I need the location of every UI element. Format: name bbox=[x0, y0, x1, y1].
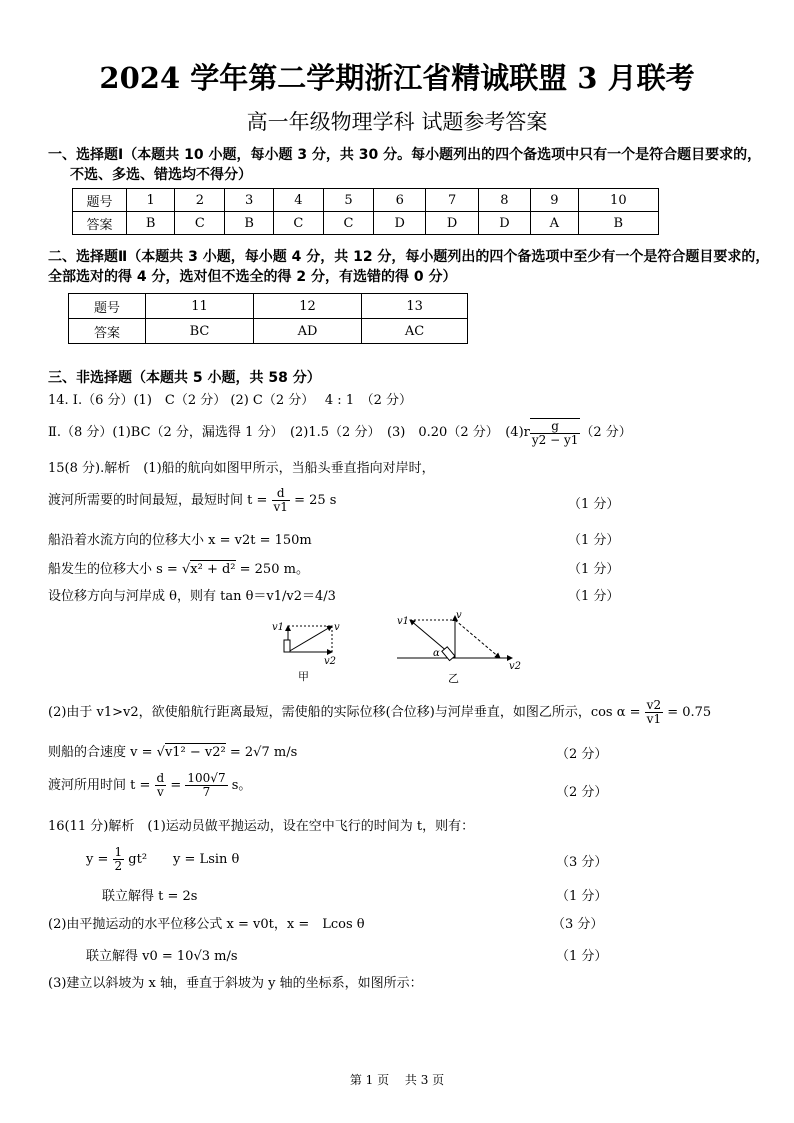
frac-den: 7 bbox=[202, 785, 211, 799]
table-cell: C bbox=[323, 212, 373, 235]
score: （2 分） bbox=[580, 425, 632, 440]
table-cell: 7 bbox=[426, 189, 478, 212]
table-label: 题号 bbox=[69, 294, 146, 319]
text: = 25 s bbox=[294, 493, 337, 508]
text: gt² y = Lsin θ bbox=[128, 852, 240, 867]
section2-heading: 二、选择题Ⅱ（本题共 3 小题，每小题 4 分，共 12 分，每小题列出的四个备选项中至少有一个是符合题目要求的， bbox=[48, 249, 770, 265]
table-cell: 4 bbox=[273, 189, 323, 212]
table-cell: 2 bbox=[175, 189, 225, 212]
table-label: 答案 bbox=[69, 319, 146, 344]
table-cell: AD bbox=[253, 319, 361, 344]
score: （1 分） bbox=[568, 533, 620, 548]
label-v2: v2 bbox=[324, 656, 337, 667]
table-cell: 13 bbox=[362, 294, 468, 319]
vector-v bbox=[288, 626, 332, 652]
frac-den: y2 − y1 bbox=[531, 433, 579, 447]
label-v2: v2 bbox=[509, 661, 522, 672]
page-subtitle: 高一年级物理学科 试题参考答案 bbox=[246, 110, 548, 134]
q16-line4: 联立解得 v0 = 10√3 m/s bbox=[86, 949, 238, 964]
table-cell: 10 bbox=[578, 189, 658, 212]
score: （2 分） bbox=[556, 785, 608, 800]
q14-part1: 14. Ⅰ.（6 分）(1) C（2 分） (2) C（2 分） 4 : 1 （2 分） bbox=[48, 393, 412, 408]
table-cell: 6 bbox=[374, 189, 426, 212]
q15-part2 bbox=[48, 699, 711, 726]
table-cell: 12 bbox=[253, 294, 361, 319]
text: = 2√7 m/s bbox=[229, 745, 298, 760]
figure-jia bbox=[272, 622, 340, 683]
table-cell: 1 bbox=[127, 189, 175, 212]
figure-label-yi: 乙 bbox=[448, 672, 459, 685]
figure-label-jia: 甲 bbox=[298, 670, 309, 683]
section2-answer-table bbox=[68, 293, 468, 344]
sqrt-expression: v1² − v2² bbox=[164, 745, 226, 760]
table-cell: 3 bbox=[225, 189, 273, 212]
score: （2 分） bbox=[556, 747, 608, 762]
table-cell: 11 bbox=[146, 294, 254, 319]
text: = 250 m。 bbox=[239, 562, 309, 577]
table-label: 答案 bbox=[73, 212, 127, 235]
text: 船发生的位移大小 s = bbox=[48, 562, 178, 577]
text: = 0.75 bbox=[667, 705, 712, 720]
text: s。 bbox=[231, 778, 252, 793]
score: （1 分） bbox=[568, 497, 620, 512]
page-footer: 第 1 页 共 3 页 bbox=[349, 1073, 445, 1087]
label-v: v bbox=[334, 622, 340, 633]
table-cell: B bbox=[578, 212, 658, 235]
figure-yi bbox=[397, 610, 521, 685]
q15-head: 15(8 分).解析 (1)船的航向如图甲所示，当船头垂直指向对岸时， bbox=[48, 461, 435, 476]
table-cell: BC bbox=[146, 319, 254, 344]
section1-heading: 一、选择题Ⅰ（本题共 10 小题，每小题 3 分，共 30 分。每小题列出的四个备选项中只有一个是符合题目要求的， bbox=[48, 147, 762, 163]
table-row bbox=[73, 212, 659, 235]
table-label: 题号 bbox=[73, 189, 127, 212]
section1-heading-cont: 不选、多选、错选均不得分） bbox=[70, 167, 252, 183]
table-cell: A bbox=[531, 212, 579, 235]
vector-v2 bbox=[455, 620, 500, 658]
text: y = bbox=[86, 852, 109, 867]
q15-line4: 设位移方向与河岸成 θ，则有 tan θ＝v1/v2＝4/3 bbox=[48, 589, 336, 604]
frac-num: g bbox=[530, 420, 581, 434]
table-cell: AC bbox=[362, 319, 468, 344]
text: 则船的合速度 v = bbox=[48, 745, 153, 760]
text: = bbox=[170, 778, 182, 793]
score: （1 分） bbox=[556, 889, 608, 904]
q16-line3: (2)由平抛运动的水平位移公式 x = v0t，x = Lcos θ bbox=[48, 917, 365, 932]
q16-line2: 联立解得 t = 2s bbox=[102, 889, 198, 904]
section3-heading: 三、非选择题（本题共 5 小题，共 58 分） bbox=[48, 370, 321, 386]
label-v1: v1 bbox=[272, 622, 285, 633]
q16-line1 bbox=[86, 846, 239, 873]
vector-diagrams bbox=[262, 606, 532, 686]
table-cell: C bbox=[273, 212, 323, 235]
q14-part2-text: Ⅱ.（8 分）(1)BC（2 分，漏选得 1 分） (2)1.5（2 分） (3) 0.20（2 分） (4) bbox=[48, 425, 524, 440]
score: （3 分） bbox=[552, 917, 604, 932]
table-cell: 8 bbox=[478, 189, 530, 212]
label-v1: v1 bbox=[397, 616, 410, 627]
score: （1 分） bbox=[568, 589, 620, 604]
q15-line7 bbox=[48, 772, 251, 799]
table-row bbox=[69, 294, 468, 319]
q15-line1 bbox=[48, 487, 336, 514]
frac-num: v2 bbox=[646, 698, 662, 712]
frac-num: d bbox=[272, 487, 290, 501]
frac-den: v1 bbox=[646, 712, 662, 726]
table-cell: B bbox=[225, 212, 273, 235]
frac-num: 1 bbox=[114, 845, 123, 859]
table-cell: D bbox=[426, 212, 478, 235]
score: （3 分） bbox=[556, 855, 608, 870]
sqrt-expression bbox=[530, 418, 581, 447]
q16-head: 16(11 分)解析 (1)运动员做平抛运动，设在空中飞行的时间为 t，则有： bbox=[48, 819, 475, 834]
q15-line6: 则船的合速度 v = √v1² − v2² = 2√7 m/s bbox=[48, 745, 298, 760]
table-row bbox=[73, 189, 659, 212]
label-v: v bbox=[456, 610, 462, 621]
section2-heading-cont: 全部选对的得 4 分，选对但不选全的得 2 分，有选错的得 0 分） bbox=[48, 269, 457, 285]
q16-line5: (3)建立以斜坡为 x 轴，垂直于斜坡为 y 轴的坐标系，如图所示： bbox=[48, 976, 423, 991]
q15-line2: 船沿着水流方向的位移大小 x = v2t = 150m bbox=[48, 533, 312, 548]
text: (2)由于 v1>v2，欲使船航行距离最短，需使船的实际位移(合位移)与河岸垂直，如图乙所示，cos α = bbox=[48, 705, 641, 720]
table-cell: C bbox=[175, 212, 225, 235]
q15-line3: 船发生的位移大小 s = √x² + d² = 250 m。 bbox=[48, 562, 309, 577]
frac-den: 2 bbox=[114, 859, 123, 873]
text: 渡河所用时间 t = bbox=[48, 778, 151, 793]
frac-num: d bbox=[156, 771, 165, 785]
q14-part2 bbox=[48, 418, 632, 447]
score: （1 分） bbox=[556, 949, 608, 964]
sqrt-expression: x² + d² bbox=[190, 562, 236, 577]
page-title: 2024 学年第二学期浙江省精诚联盟 3 月联考 bbox=[99, 61, 695, 95]
section1-answer-table bbox=[72, 188, 659, 235]
score: （1 分） bbox=[568, 562, 620, 577]
table-row bbox=[69, 319, 468, 344]
text: 渡河所需要的时间最短，最短时间 t = bbox=[48, 493, 268, 508]
q14-r: r bbox=[523, 425, 530, 440]
table-cell: D bbox=[374, 212, 426, 235]
frac-num: 100√7 bbox=[187, 771, 226, 785]
label-alpha: α bbox=[433, 648, 440, 659]
table-cell: D bbox=[478, 212, 530, 235]
table-cell: 9 bbox=[531, 189, 579, 212]
table-cell: 5 bbox=[323, 189, 373, 212]
boat-icon bbox=[284, 640, 290, 652]
frac-den: v bbox=[156, 785, 164, 799]
frac-den: v1 bbox=[273, 500, 288, 514]
table-cell: B bbox=[127, 212, 175, 235]
